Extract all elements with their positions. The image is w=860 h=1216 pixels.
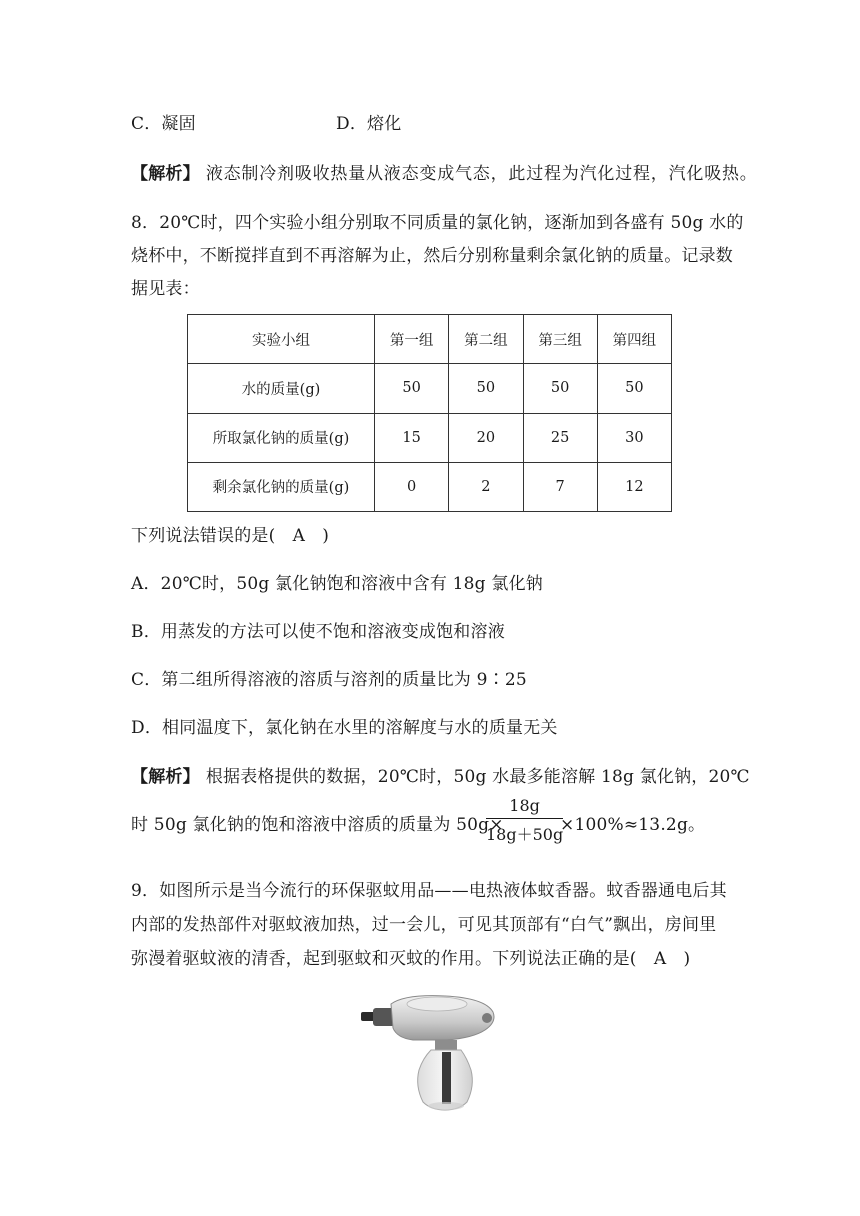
table-cell: 50 (523, 364, 597, 413)
q8-option-d: D．相同温度下，氯化钠在水里的溶解度与水的质量无关 (131, 718, 558, 738)
table-cell: 15 (375, 413, 449, 462)
q8-stem-line-1: 8．20℃时，四个实验小组分别取不同质量的氯化钠，逐渐加到各盛有 50g 水的 (131, 213, 744, 233)
table-cell: 水的质量(g) (188, 364, 375, 413)
table-header-row (188, 315, 672, 364)
table-cell: 50 (449, 364, 523, 413)
fraction-denominator: 18g＋50g (486, 825, 564, 844)
analysis-text: 根据表格提供的数据，20℃时，50g 水最多能溶解 18g 氯化钠，20℃ (205, 767, 750, 787)
data-table (187, 314, 672, 512)
q8-analysis-line-1 (131, 762, 750, 787)
q8-option-c: C．第二组所得溶液的溶质与溶剂的质量比为 9∶25 (131, 670, 527, 690)
q7-analysis (131, 159, 758, 184)
q9-stem-line-1: 9．如图所示是当今流行的环保驱蚊用品——电热液体蚊香器。蚊香器通电后其 (131, 881, 727, 901)
table-cell: 25 (523, 413, 597, 462)
q8-question: 下列说法错误的是( A ) (131, 526, 330, 546)
q8-stem-line-3: 据见表： (131, 279, 200, 299)
table-row (188, 413, 672, 462)
table-header-cell: 第四组 (597, 315, 671, 364)
table-cell: 剩余氯化钠的质量(g) (188, 462, 375, 511)
table-cell: 0 (375, 462, 449, 511)
table-cell: 20 (449, 413, 523, 462)
q8-option-a: A．20℃时，50g 氯化钠饱和溶液中含有 18g 氯化钠 (131, 574, 543, 594)
q9-stem-line-2: 内部的发热部件对驱蚊液加热，过一会儿，可见其顶部有“白气”飘出，房间里 (131, 915, 717, 935)
q8-option-b: B．用蒸发的方法可以使不饱和溶液变成饱和溶液 (131, 622, 505, 642)
table-header-cell: 第一组 (375, 315, 449, 364)
fraction (486, 796, 563, 845)
q8-analysis-line-2-prefix: 时 50g 氯化钠的饱和溶液中溶质的质量为 50g× (131, 815, 504, 835)
table-cell: 12 (597, 462, 671, 511)
table-row (188, 462, 672, 511)
table-cell: 30 (597, 413, 671, 462)
table-cell: 7 (523, 462, 597, 511)
option-c: C．凝固 (131, 114, 196, 134)
q9-stem-line-3: 弥漫着驱蚊液的清香，起到驱蚊和灭蚊的作用。下列说法正确的是( A ) (131, 949, 691, 969)
table-cell: 50 (375, 364, 449, 413)
q8-stem-line-2: 烧杯中，不断搅拌直到不再溶解为止，然后分别称量剩余氯化钠的质量。记录数 (131, 246, 733, 266)
analysis-tag: 【解析】 (131, 164, 200, 184)
q8-analysis-line-2-suffix: ×100%≈13.2g。 (560, 815, 706, 835)
analysis-text: 液态制冷剂吸收热量从液态变成气态，此过程为汽化过程，汽化吸热。 (205, 164, 758, 184)
table-header-cell: 第二组 (449, 315, 523, 364)
table-cell: 50 (597, 364, 671, 413)
mosquito-repellent-heater-image (355, 990, 500, 1115)
table-row (188, 364, 672, 413)
table-header-cell: 实验小组 (188, 315, 375, 364)
table-cell: 所取氯化钠的质量(g) (188, 413, 375, 462)
option-d: D．熔化 (336, 114, 402, 134)
analysis-tag: 【解析】 (131, 767, 200, 787)
table-cell: 2 (449, 462, 523, 511)
table-header-cell: 第三组 (523, 315, 597, 364)
fraction-numerator: 18g (486, 796, 563, 819)
